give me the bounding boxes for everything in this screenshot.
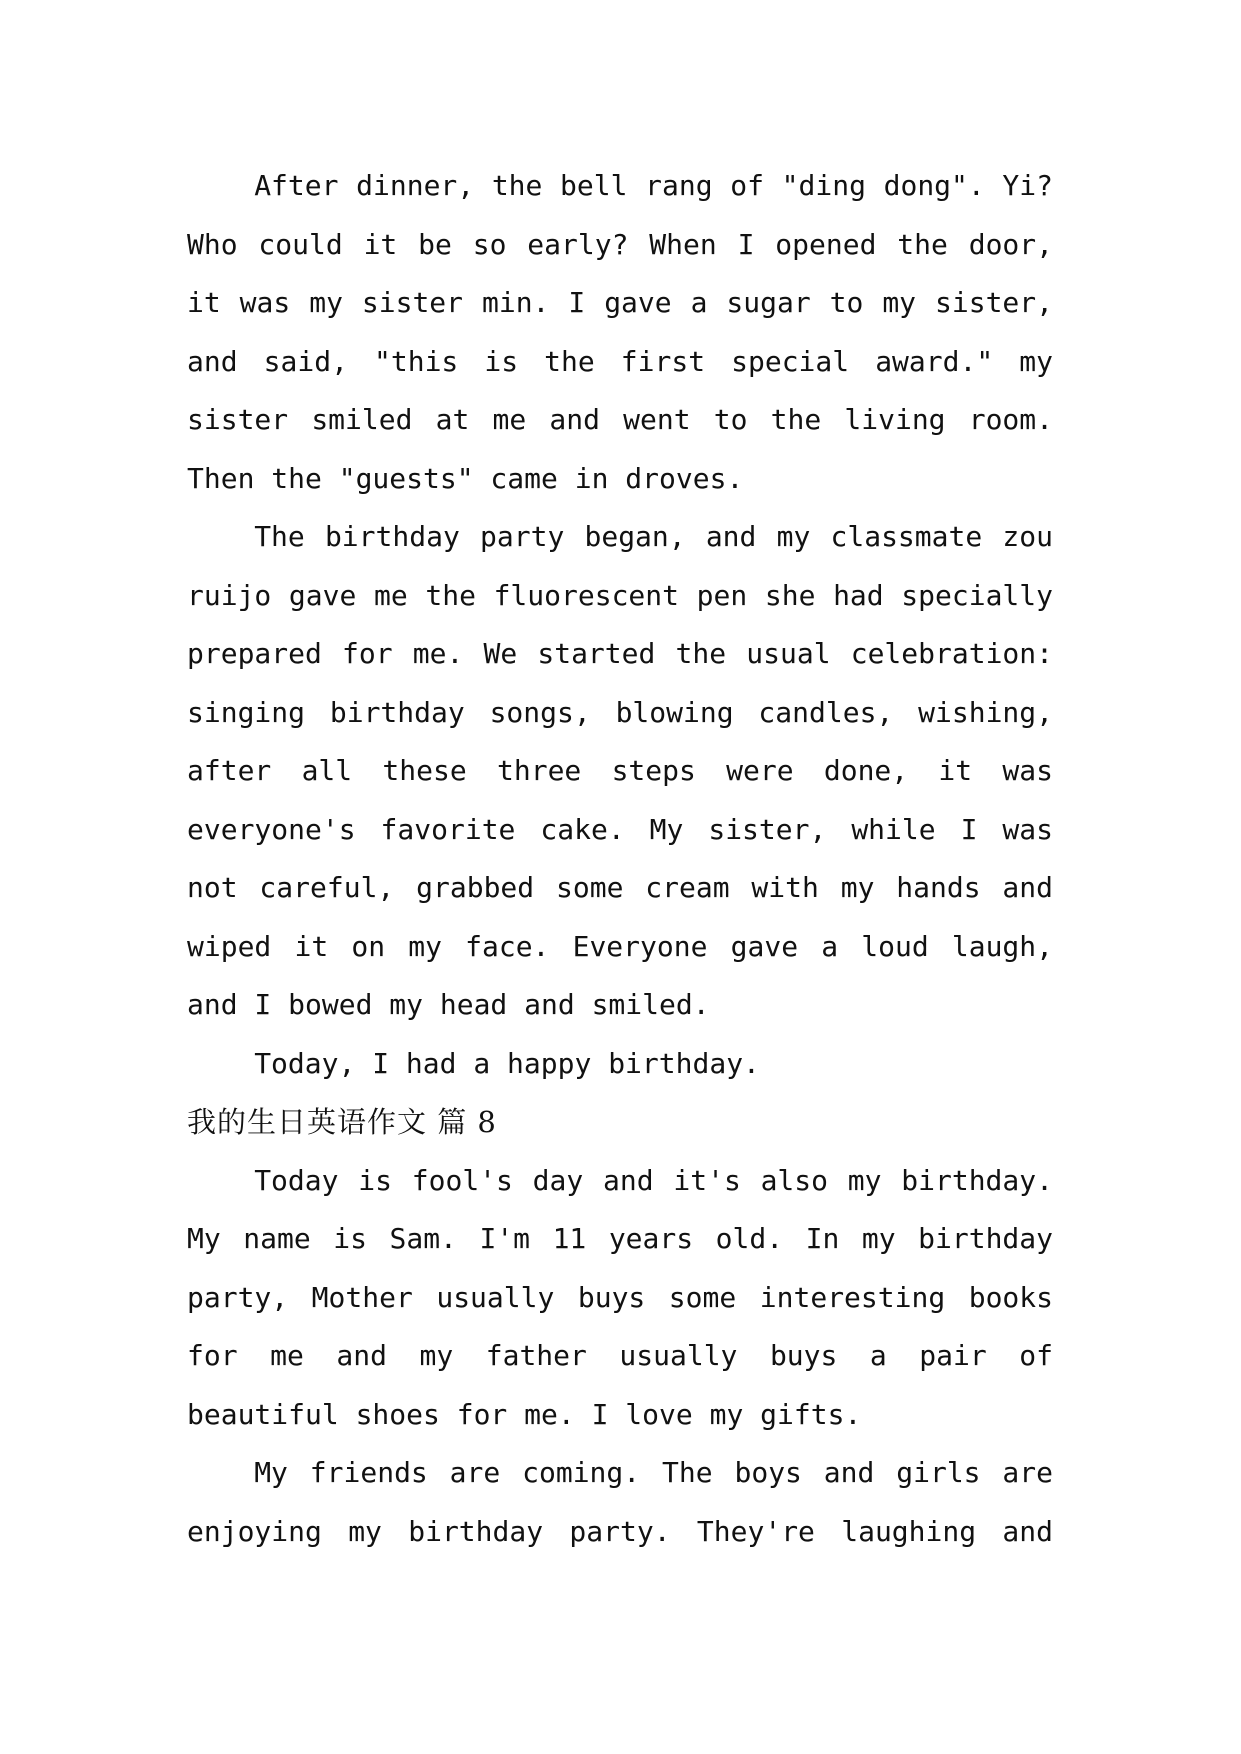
document-body [187,157,1053,1561]
paragraph-after-dinner: After dinner, the bell rang of "ding dong". Yi? Who could it be so early? When I opened the door, it was my sister min. I gave a sugar to my sister, and said, "this is the first special award." my sister smiled at me and went to the living room. Then the "guests" came in droves. [187,169,1053,495]
section-heading: 我的生日英语作文 篇 8 [187,1105,497,1139]
paragraph-birthday-party: The birthday party began, and my classmate zou ruijo gave me the fluorescent pen she had specially prepared for me. We started the usual celebration: singing birthday songs, blowing candles, wishing, after all these three steps were done, it was everyone's favorite cake. My sister, while I was not careful, grabbed some cream with my hands and wiped it on my face. Everyone gave a loud laugh, and I bowed my head and smiled. [187,520,1053,1021]
paragraph-fools-day: Today is fool's day and it's also my birthday. My name is Sam. I'm 11 years old. In my birthday party, Mother usually buys some interesting books for me and my father usually buys a pair of beautiful shoes for me. I love my gifts. [187,1163,1053,1431]
paragraph-happy-birthday: Today, I had a happy birthday. [254,1046,760,1080]
paragraph-friends-coming: My friends are coming. The boys and girls are enjoying my birthday party. They're laughing and [187,1456,1053,1548]
